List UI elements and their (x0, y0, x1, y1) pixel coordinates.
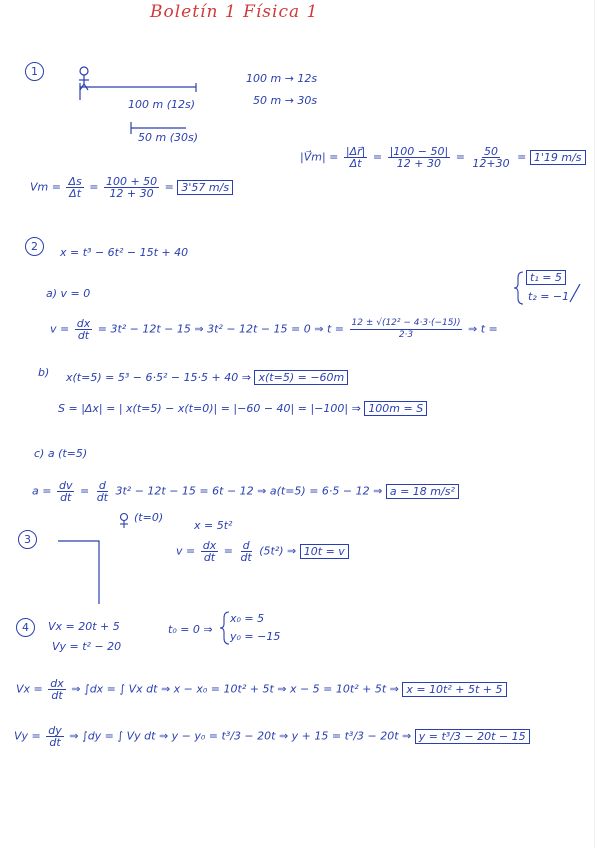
y-result: y = t³/3 − 20t − 15 (415, 729, 530, 744)
t0-label: (t=0) (134, 511, 164, 524)
dt: dt (77, 329, 90, 342)
dx: dx (202, 539, 217, 552)
x5-chain: x(t=5) = 5³ − 6·5² − 15·5 + 40 ⇒ (66, 371, 251, 384)
equals: = (164, 180, 174, 194)
part-c-label: c) a (t=5) (34, 447, 88, 460)
v3-lhs: v = (176, 544, 196, 558)
diff-numerator: |100 − 50| (389, 145, 449, 158)
brace-t (514, 272, 523, 304)
vvec-result: 1'19 m/s (530, 150, 586, 165)
a-result: a = 18 m/s² (386, 484, 459, 499)
denominator-2: 12+30 (472, 157, 510, 170)
problem-3-number: 3 (18, 530, 37, 549)
s-chain: S = |Δx| = | x(t=5) − x(t=0)| = |−60 − 40| = |−100| ⇒ (58, 402, 361, 415)
delta-t: Δt (69, 187, 82, 200)
delta-s: Δs (68, 175, 82, 188)
velocity-3-derivation (176, 540, 349, 563)
dv: dv (58, 479, 73, 492)
part-a-label: a) v = 0 (46, 287, 91, 300)
data-50m: 50 m → 30s (253, 94, 318, 107)
brace-t0 (220, 612, 229, 644)
wall-sketch (58, 541, 99, 604)
dx: dx (50, 677, 64, 690)
s-result: 100m = S (364, 401, 427, 416)
t0-condition: t₀ = 0 ⇒ (168, 623, 213, 636)
quadratic-denominator: 2·3 (398, 330, 414, 340)
a-lhs: a = (32, 484, 52, 498)
sum-denominator: 12 + 30 (109, 187, 154, 200)
stick-figure-3-icon (120, 514, 128, 529)
problem-1-number: 1 (25, 62, 44, 81)
dt: dt (203, 551, 216, 564)
t1-result: t₁ = 5 (526, 270, 566, 285)
velocity-derivation (50, 318, 498, 341)
vvec-lhs: |V⃗m| = (300, 150, 339, 164)
position-eq-3: x = 5t² (194, 519, 233, 532)
y-chain: ⇒ ∫dy = ∫ Vy dt ⇒ y − y₀ = t³/3 − 20t ⇒ y + 15 = t³/3 − 20t ⇒ (69, 729, 412, 743)
v-chain: = 3t² − 12t − 15 ⇒ 3t² − 12t − 15 = 0 ⇒ t = (97, 322, 344, 336)
y-integration (14, 725, 530, 748)
fifty: 50 (484, 145, 499, 158)
equals: = (89, 180, 99, 194)
problem-4-number: 4 (16, 618, 35, 637)
acceleration-derivation: a = $\frac{dv}{dt}$ = $\frac{d}{dt}$ 3t² − 12t − 15 = 6t − 12 ⇒ a(t=5) = 6·5 − 12 ⇒ a = 18 m/s² (32, 480, 459, 503)
t-arrow: ⇒ t = (467, 322, 498, 336)
segment-100m-label: 100 m (12s) (128, 98, 196, 111)
x5-expression (66, 371, 348, 384)
part-b-label: b) (38, 366, 50, 379)
vy-lhs: Vy = (14, 729, 41, 743)
vx-equation: Vx = 20t + 5 (48, 620, 120, 633)
delta-r: |Δr⃗| (345, 145, 366, 158)
equals: = (517, 150, 527, 164)
vx-lhs: Vx = (16, 682, 43, 696)
x-result: x = 10t² + 5t + 5 (402, 682, 506, 697)
equals: = (372, 150, 383, 164)
d: d (98, 479, 106, 492)
dt: dt (96, 491, 108, 504)
segment-50m-label: 50 m (30s) (138, 131, 199, 144)
dt: dt (60, 491, 72, 504)
average-velocity-formula (300, 146, 586, 169)
problem-2-number: 2 (25, 237, 44, 256)
v-lhs: v = (50, 322, 70, 336)
x-integration (16, 678, 507, 701)
a-chain: 3t² − 12t − 15 = 6t − 12 ⇒ a(t=5) = 6·5 − 12 ⇒ (115, 484, 383, 498)
quadratic-numerator: 12 ± √(12² − 4·3·(−15)) (351, 318, 461, 328)
vm-result: 3'57 m/s (177, 180, 233, 195)
d: d (242, 539, 250, 552)
t2-discarded: t₂ = −1 (528, 290, 570, 303)
data-100m: 100 m → 12s (246, 72, 318, 85)
distance-expression (58, 402, 427, 415)
x0-value: x₀ = 5 (230, 612, 265, 625)
dx: dx (76, 317, 91, 330)
average-speed-formula (30, 176, 233, 199)
x5-result: x(t=5) = −60m (254, 370, 348, 385)
sum-numerator: 100 + 50 (105, 175, 158, 188)
vy-equation: Vy = t² − 20 (52, 640, 122, 653)
dt: dt (49, 736, 61, 749)
dt: dt (240, 551, 252, 564)
y0-value: y₀ = −15 (230, 630, 281, 643)
position-equation: x = t³ − 6t² − 15t + 40 (60, 246, 189, 259)
page-title: Boletín 1 Física 1 (150, 2, 319, 22)
v3-result: 10t = v (300, 544, 349, 559)
equals: = (455, 150, 465, 164)
equals: = (223, 544, 233, 558)
vm-lhs: Vm = (30, 180, 61, 194)
strike-mark (570, 284, 580, 302)
delta-t: Δt (349, 157, 362, 170)
v3-expression: (5t²) ⇒ (259, 544, 297, 558)
x-chain: ⇒ ∫dx = ∫ Vx dt ⇒ x − x₀ = 10t² + 5t ⇒ x − 5 = 10t² + 5t ⇒ (71, 682, 399, 696)
dy: dy (48, 724, 62, 737)
diff-denominator: 12 + 30 (396, 157, 441, 170)
dt: dt (51, 689, 63, 702)
